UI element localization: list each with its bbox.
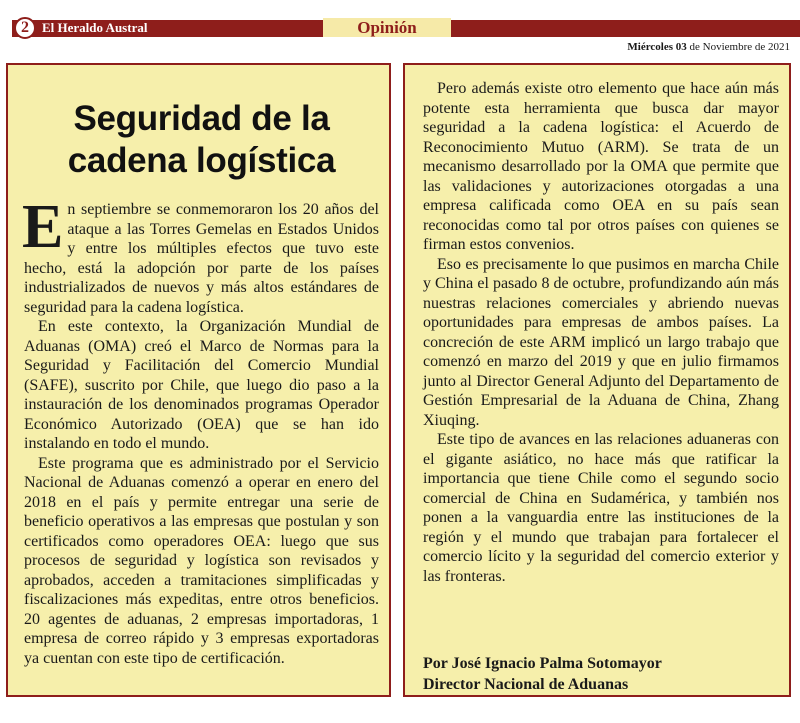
paragraph-6: Este tipo de avances en las relaciones aduaneras con el gigante asiático, no hace más que ratificar la importancia que tiene Chile como el segundo socio comercial de China en Sudamérica, y también nos ponen a la vanguardia entre las instituciones de la región y el mundo que trabajan para fortalecer el comercio lícito y la seguridad del comercio exterior y las fronteras. bbox=[423, 431, 779, 585]
issue-date-weekday: Miércoles 03 bbox=[627, 41, 687, 53]
paragraph-1-text: n septiembre se conmemoraron los 20 años del ataque a las Torres Gemelas en Estados Unidos y entre los múltiples efectos que tuvo este hecho, está la adopción por parte de los países industrializados de nuevos y más altos estándares de seguridad para la cadena logística. bbox=[24, 201, 379, 316]
section-title: Opinión bbox=[323, 18, 451, 37]
article-title-line2: cadena logística bbox=[67, 141, 336, 180]
issue-date bbox=[627, 41, 790, 53]
article-title bbox=[24, 98, 379, 182]
article-column-left bbox=[6, 63, 391, 697]
page-number: 2 bbox=[14, 17, 36, 39]
drop-cap: E bbox=[22, 193, 64, 261]
paragraph-5: Eso es precisamente lo que pusimos en marcha Chile y China el pasado 8 de octubre, profundizando aún más nuestras relaciones comerciales y abriendo nuevas oportunidades para empresas de ambos países. La concreción de este ARM implicó un largo trabajo que comenzó en marzo del 2019 y que en julio firmamos junto al Director General Adjunto del Departamento de Gestión Empresarial de la Aduana de China, Zhang Xiuqing. bbox=[423, 255, 779, 429]
newspaper-name: El Heraldo Austral bbox=[42, 20, 148, 35]
paragraph-3: Este programa que es administrado por el Servicio Nacional de Aduanas comenzó a operar en enero del 2018 en el país y permite entregar una serie de beneficio operativos a las empresas que postulan y son certificados como operadores OEA: luego que sus procesos de seguridad y logística son revisados y aprobados, acceden a tramitaciones simplificadas y fiscalizaciones más expeditas, entre otros beneficios. 20 agentes de aduanas, 2 empresas importadoras, 1 empresa de correo rápido y 3 empresas exportadoras ya cuentan con este tipo de certificación. bbox=[24, 454, 379, 667]
paragraph-1 bbox=[22, 193, 379, 317]
paragraph-2: En este contexto, la Organización Mundial de Aduanas (OMA) creó el Marco de Normas para la Seguridad y Facilitación del Comercio Mundial (SAFE), suscrito por Chile, que luego dio paso a la instauración de los denominados programas Operador Económico Autorizado (OEA) que se han ido instalando en todo el mundo. bbox=[24, 318, 379, 452]
author-name: Por José Ignacio Palma Sotomayor bbox=[423, 655, 662, 672]
article-column-right bbox=[403, 63, 791, 697]
author-role: Director Nacional de Aduanas bbox=[423, 676, 629, 693]
author-signature bbox=[423, 653, 662, 695]
paragraph-4: Pero además existe otro elemento que hace aún más potente esta herramienta que busca dar mayor seguridad a la cadena logística: el Acuerdo de Reconocimiento Mutuo (ARM). Se trata de un mecanismo desarrollado por la OMA que permite que las validaciones y autorizaciones otorgadas a una empresa calificada como OEA en su país sean reconocidas como tal por otros países con quienes se firman estos convenios. bbox=[423, 80, 779, 253]
article-title-line1: Seguridad de la bbox=[73, 99, 330, 138]
issue-date-rest: de Noviembre de 2021 bbox=[686, 41, 790, 53]
